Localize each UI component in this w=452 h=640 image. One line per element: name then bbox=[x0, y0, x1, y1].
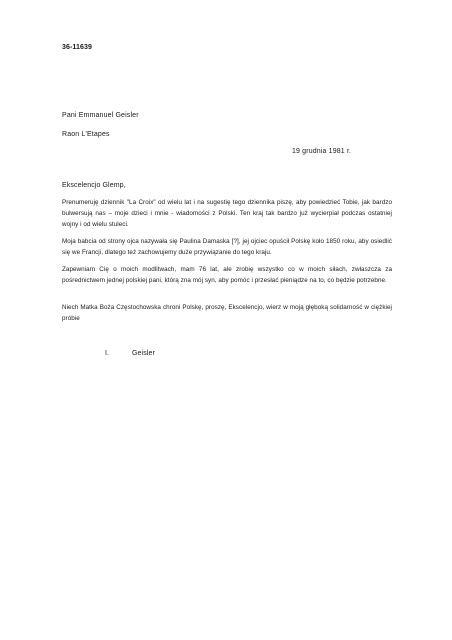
document-id: 36-11639 bbox=[62, 44, 92, 51]
recipient-name: Pani Emmanuel Geisler bbox=[62, 112, 139, 119]
paragraph-2: Moja babcia od strony ojca nazywała się Paulina Damaska [?], jej ojciec opuścił Polskę koło 1850 roku, aby osiedlić się we Francji, dlatego też zachowujemy duże przywiązanie do tego kraju. bbox=[62, 238, 392, 256]
signature-initial: I. bbox=[105, 350, 110, 357]
paragraph-4: Niech Matka Boża Częstochowska chroni Polskę, proszę, Ekscelencjo, wierz w moją głęboką solidarność w ciężkiej próbie bbox=[62, 304, 392, 322]
paragraph-1: Prenumeruję dziennik "La Croix" od wielu lat i na sugestię tego dziennika piszę, aby powiedzieć Tobie, jak bardzo bulwersują nas – moje dzieci i mnie - wiadomości z Polski. Ten kraj tak bardzo już wycierpiał podczas ostatniej wojny i od wielu stuleci. bbox=[62, 199, 392, 228]
recipient-place: Raon L'Etapes bbox=[62, 131, 110, 138]
signature-name: Geisler bbox=[132, 350, 155, 357]
letter-date: 19 grudnia 1981 r. bbox=[292, 148, 352, 155]
salutation: Ekscelencjo Glemp, bbox=[62, 182, 126, 189]
paragraph-3: Zapewniam Cię o moich modlitwach, mam 76 lat, ale zrobię wszystko co w moich siłach, zwłaszcza za pośrednictwem jednej polskiej pani, którą zna mój syn, aby pomóc i przesłać pieniądze na to, co będzie potrzebne. bbox=[62, 266, 392, 284]
